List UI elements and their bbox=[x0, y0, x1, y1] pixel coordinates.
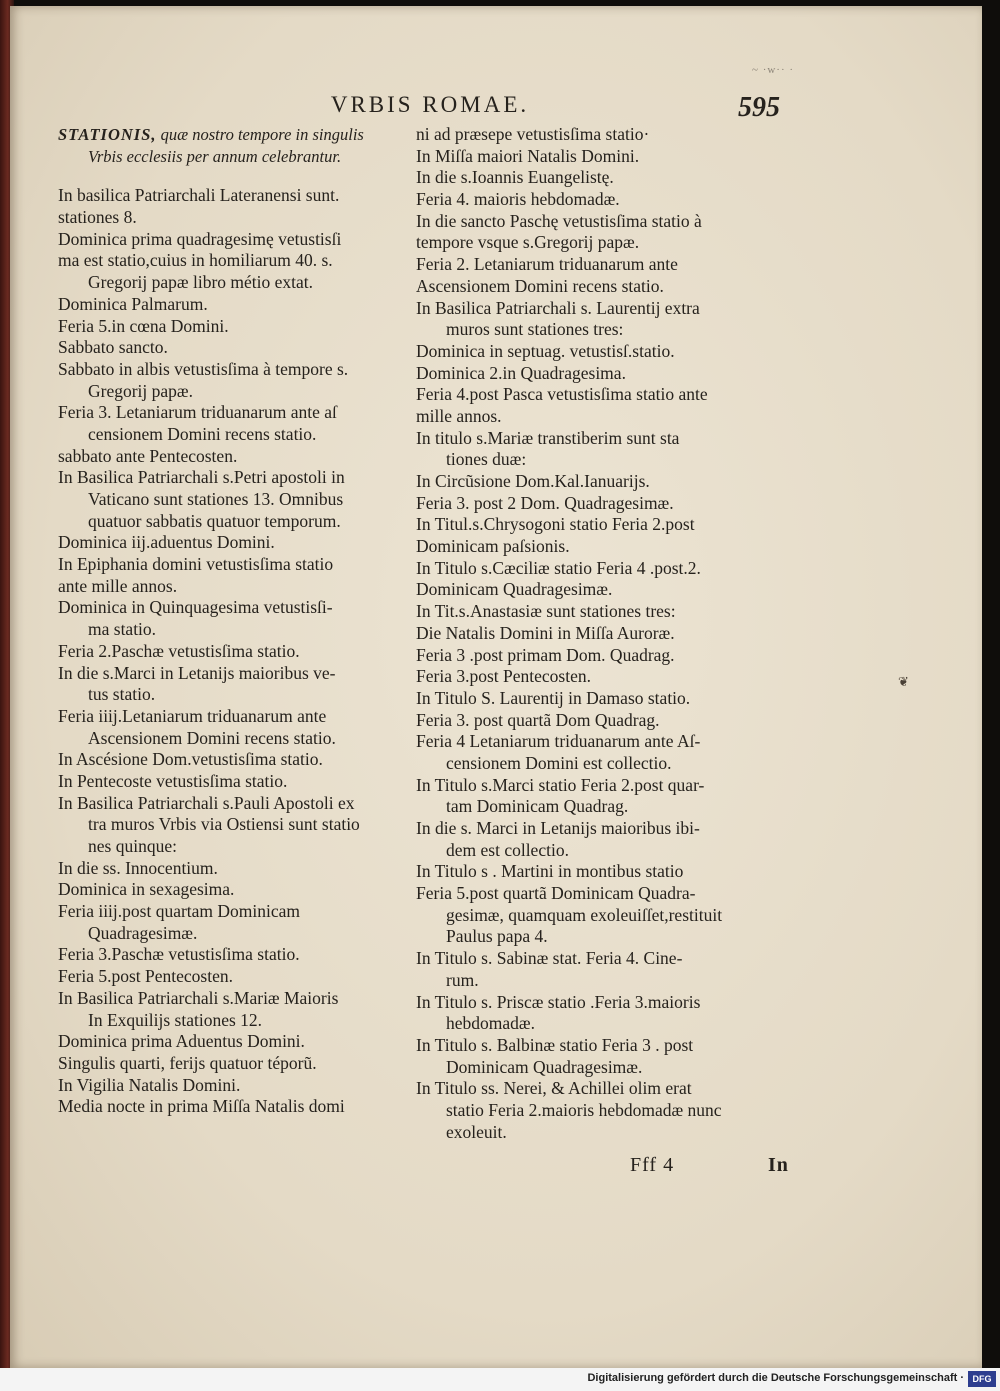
text-line: In die s.Ioannis Euangelistę. bbox=[416, 167, 614, 188]
text-line: Feria 3. post 2 Dom. Quadragesimæ. bbox=[416, 492, 674, 513]
title-line-2: Vrbis ecclesiis per annum celebrantur. bbox=[88, 146, 342, 166]
text-line: tempore vsque s.Gregorij papæ. bbox=[416, 232, 640, 253]
text-line: In Titulo s. Priscæ statio .Feria 3.maioris bbox=[416, 991, 701, 1012]
ink-smudge: ~ ·w·· · bbox=[752, 64, 795, 76]
text-line: Dominica iij.aduentus Domini. bbox=[58, 532, 275, 553]
text-line: tra muros Vrbis via Ostiensi sunt statio bbox=[88, 814, 360, 835]
text-line: Feria 5.post quartã Dominicam Quadra- bbox=[416, 883, 696, 904]
digitization-footer bbox=[0, 1368, 1000, 1391]
text-line: In die s.Marci in Letanijs maioribus ve- bbox=[58, 662, 336, 683]
text-line: Gregorij papæ. bbox=[88, 380, 193, 401]
text-line: In die sancto Paschę vetustisſima statio à bbox=[416, 210, 702, 231]
text-line: In Ascésione Dom.vetustisſima statio. bbox=[58, 749, 323, 770]
text-line: Feria 2.Paschæ vetustisſima statio. bbox=[58, 640, 300, 661]
margin-mark: ❦ bbox=[898, 674, 909, 689]
book-page bbox=[10, 6, 982, 1368]
text-line: censionem Domini recens statio. bbox=[88, 423, 317, 444]
text-line: Dominicam Quadragesimæ. bbox=[446, 1056, 643, 1077]
text-line: Paulus papa 4. bbox=[446, 926, 548, 947]
text-line: Sabbato sancto. bbox=[58, 337, 168, 358]
text-line: Gregorij papæ libro métio extat. bbox=[88, 272, 314, 293]
text-line: Dominicam Quadragesimæ. bbox=[416, 579, 613, 600]
title-lead: STATIONIS, bbox=[58, 125, 157, 144]
text-line: statio Feria 2.maioris hebdomadæ nunc bbox=[446, 1099, 722, 1120]
catchword: In bbox=[768, 1154, 789, 1176]
dfg-logo-icon: DFG bbox=[968, 1371, 996, 1387]
right-column bbox=[416, 124, 778, 1143]
text-line: Feria 4 Letaniarum triduanarum ante Aſ- bbox=[416, 731, 701, 752]
text-line: In Titulo s.Marci statio Feria 2.post quar- bbox=[416, 774, 705, 795]
text-line: Feria 5.in cœna Domini. bbox=[58, 315, 229, 336]
text-line: Die Natalis Domini in Miſſa Auroræ. bbox=[416, 622, 675, 643]
text-line: In Basilica Patriarchali s.Pauli Apostoli ex bbox=[58, 792, 355, 813]
text-line: ma statio. bbox=[88, 619, 157, 640]
text-line: In Titulo s. Balbinæ statio Feria 3 . post bbox=[416, 1034, 694, 1055]
text-line: Feria 4.post Pasca vetustisſima statio ante bbox=[416, 384, 708, 405]
text-line: In Basilica Patriarchali s.Petri apostoli in bbox=[58, 467, 345, 488]
text-line: dem est collectio. bbox=[446, 839, 569, 860]
running-head: VRBIS ROMAE. bbox=[330, 92, 530, 117]
text-line: Feria 5.post Pentecosten. bbox=[58, 966, 233, 987]
text-line: In Miſſa maiori Natalis Domini. bbox=[416, 145, 640, 166]
text-line: tam Dominicam Quadrag. bbox=[446, 796, 629, 817]
text-line: Media nocte in prima Miſſa Natalis domi bbox=[58, 1096, 345, 1117]
text-line: In Tit.s.Anastasiæ sunt stationes tres: bbox=[416, 601, 676, 622]
text-line: sabbato ante Pentecosten. bbox=[58, 445, 238, 466]
text-line: Feria 3. post quartã Dom Quadrag. bbox=[416, 709, 660, 730]
text-line: rum. bbox=[446, 969, 479, 990]
text-line: Feria 3. Letaniarum triduanarum ante aſ bbox=[58, 402, 337, 423]
text-line: gesimæ, quamquam exoleuiſſet,restituit bbox=[446, 904, 723, 925]
text-line: In Titulo s . Martini in montibus statio bbox=[416, 861, 684, 882]
text-line: Feria iiij.post quartam Dominicam bbox=[58, 901, 301, 922]
left-column bbox=[58, 124, 423, 1118]
text-line: In Vigilia Natalis Domini. bbox=[58, 1074, 241, 1095]
text-line: Dominica in sexagesima. bbox=[58, 879, 235, 900]
text-line: Feria 3.Paschæ vetustisſima statio. bbox=[58, 944, 300, 965]
text-line: In basilica Patriarchali Lateranensi sunt. bbox=[58, 185, 340, 206]
text-line: In Titul.s.Chrysogoni statio Feria 2.post bbox=[416, 514, 695, 535]
text-line: tus statio. bbox=[88, 684, 156, 705]
text-line: Dominicam paſsionis. bbox=[416, 536, 570, 557]
text-line: In Basilica Patriarchali s. Laurentij extra bbox=[416, 297, 700, 318]
text-line: In Circũsione Dom.Kal.Ianuarijs. bbox=[416, 471, 650, 491]
text-line: quatuor sabbatis quatuor temporum. bbox=[88, 510, 341, 531]
text-line: Feria 3.post Pentecosten. bbox=[416, 666, 591, 687]
text-line: Dominica 2.in Quadragesima. bbox=[416, 362, 626, 383]
text-line: Feria iiij.Letaniarum triduanarum ante bbox=[58, 705, 327, 726]
title-gap bbox=[58, 167, 423, 185]
text-line: mille annos. bbox=[416, 405, 502, 426]
title-line-1 bbox=[58, 124, 423, 146]
text-line: In die s. Marci in Letanijs maioribus ibi- bbox=[416, 818, 700, 838]
text-line: Vaticano sunt stationes 13. Omnibus bbox=[88, 489, 344, 509]
text-line: In Titulo ss. Nerei, & Achillei olim erat bbox=[416, 1078, 692, 1099]
text-line: ma est statio,cuius in homiliarum 40. s. bbox=[58, 250, 333, 271]
text-line: In Basilica Patriarchali s.Mariæ Maioris bbox=[58, 987, 339, 1008]
text-line: hebdomadæ. bbox=[446, 1013, 535, 1034]
text-line: ante mille annos. bbox=[58, 575, 178, 596]
signature-mark: Fff 4 bbox=[630, 1154, 675, 1176]
text-line: In titulo s.Mariæ transtiberim sunt sta bbox=[416, 427, 680, 448]
text-line: stationes 8. bbox=[58, 207, 137, 228]
text-line: Dominica in septuag. vetustisſ.statio. bbox=[416, 340, 675, 361]
text-line: Sabbato in albis vetustisſima à tempore s. bbox=[58, 358, 349, 379]
text-line: Dominica prima quadragesimę vetustisſi bbox=[58, 228, 342, 249]
text-line: Ascensionem Domini recens statio. bbox=[88, 727, 336, 748]
text-line: Dominica prima Aduentus Domini. bbox=[58, 1031, 305, 1052]
text-line: Singulis quarti, ferijs quatuor téporũ. bbox=[58, 1052, 317, 1073]
text-line: Ascensionem Domini recens statio. bbox=[416, 275, 664, 296]
text-line: Dominica in Quinquagesima vetustisſi- bbox=[58, 597, 333, 618]
text-line: In Titulo S. Laurentij in Damaso statio. bbox=[416, 687, 691, 708]
footer-credit: Digitalisierung gefördert durch die Deutsche Forschungsgemeinschaft · bbox=[587, 1372, 964, 1384]
text-line: Feria 4. maioris hebdomadæ. bbox=[416, 189, 620, 210]
text-line: tiones duæ: bbox=[446, 449, 527, 470]
text-line: Feria 3 .post primam Dom. Quadrag. bbox=[416, 644, 675, 665]
text-line: In Pentecoste vetustisſima statio. bbox=[58, 770, 288, 791]
folio-number: 595 bbox=[738, 92, 780, 123]
text-line: In Exquilijs stationes 12. bbox=[88, 1009, 263, 1030]
text-line: censionem Domini est collectio. bbox=[446, 752, 672, 773]
text-line: In Epiphania domini vetustisſima statio bbox=[58, 554, 334, 575]
text-line: In die ss. Innocentium. bbox=[58, 857, 218, 878]
text-line: Dominica Palmarum. bbox=[58, 293, 208, 314]
text-line: Quadragesimæ. bbox=[88, 922, 198, 943]
text-line: Feria 2. Letaniarum triduanarum ante bbox=[416, 254, 678, 275]
text-line: ni ad præsepe vetustisſima statio· bbox=[416, 124, 650, 144]
text-line: nes quinque: bbox=[88, 836, 177, 856]
title-line-1-rest: quæ nostro tempore in singulis bbox=[156, 125, 364, 144]
text-line: In Titulo s.Cæciliæ statio Feria 4 .post.2. bbox=[416, 557, 701, 578]
text-line: In Titulo s. Sabinæ stat. Feria 4. Cine- bbox=[416, 948, 683, 969]
text-line: exoleuit. bbox=[446, 1121, 507, 1142]
text-line: muros sunt stationes tres: bbox=[446, 319, 624, 340]
